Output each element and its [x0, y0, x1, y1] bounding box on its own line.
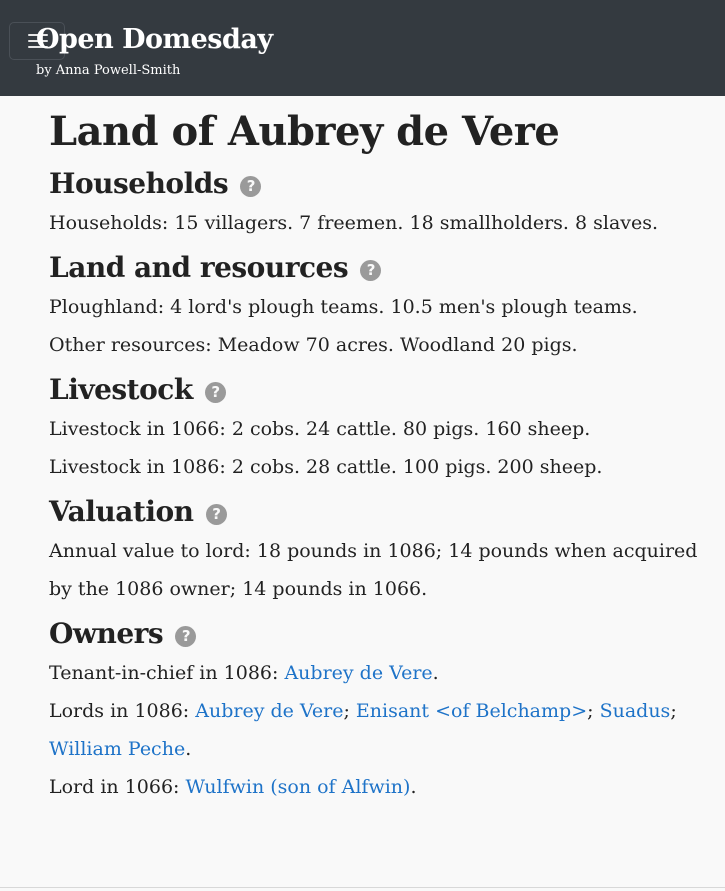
- valuation-text-line1: Annual value to lord: 18 pounds in 1086; 14 pounds when acquired: [49, 540, 698, 562]
- lord-link-william-peche[interactable]: William Peche: [49, 738, 186, 760]
- bottom-divider: [0, 887, 725, 888]
- valuation-heading-text: Valuation: [49, 495, 194, 528]
- lord-link-wulfwin[interactable]: Wulfwin (son of Alfwin): [185, 776, 411, 798]
- households-text: Households: 15 villagers. 7 freemen. 18 smallholders. 8 slaves.: [49, 212, 659, 234]
- households-heading-text: Households: [49, 167, 229, 200]
- lords-1086-label: Lords in 1086:: [49, 700, 196, 722]
- main-content: [49, 96, 709, 806]
- help-icon[interactable]: ?: [175, 626, 196, 647]
- valuation-heading: [49, 492, 709, 532]
- livestock-heading: [49, 370, 709, 410]
- lord-1066-line: Lord in 1066: Wulfwin (son of Alfwin).: [49, 776, 417, 798]
- land-heading-text: Land and resources: [49, 251, 349, 284]
- livestock-section: [49, 370, 709, 486]
- site-brand-link[interactable]: Open Domesday: [36, 24, 273, 55]
- livestock-1086-text: Livestock in 1086: 2 cobs. 28 cattle. 100 pigs. 200 sheep.: [49, 456, 603, 478]
- households-section: [49, 164, 709, 242]
- tenant-link-aubrey-de-vere[interactable]: Aubrey de Vere: [284, 662, 433, 684]
- land-heading: [49, 248, 709, 288]
- lords-1086-line-cont: William Peche.: [49, 738, 192, 760]
- help-icon[interactable]: ?: [240, 176, 261, 197]
- valuation-section: [49, 492, 709, 608]
- valuation-text-line2: by the 1086 owner; 14 pounds in 1066.: [49, 578, 428, 600]
- ploughland-text: Ploughland: 4 lord's plough teams. 10.5 men's plough teams.: [49, 296, 638, 318]
- households-heading: [49, 164, 709, 204]
- page-title: Land of Aubrey de Vere: [49, 108, 560, 155]
- land-section: [49, 248, 709, 364]
- livestock-1066-text: Livestock in 1066: 2 cobs. 24 cattle. 80 pigs. 160 sheep.: [49, 418, 591, 440]
- help-icon[interactable]: ?: [206, 504, 227, 525]
- lord-link-enisant[interactable]: Enisant <of Belchamp>: [355, 700, 588, 722]
- lords-1086-line: Lords in 1086: Aubrey de Vere; Enisant <of Belchamp>; Suadus;: [49, 700, 677, 722]
- help-icon[interactable]: ?: [205, 382, 226, 403]
- tenant-in-chief-line: Tenant-in-chief in 1086: Aubrey de Vere.: [49, 662, 439, 684]
- lord-link-aubrey-de-vere[interactable]: Aubrey de Vere: [195, 700, 344, 722]
- other-resources-text: Other resources: Meadow 70 acres. Woodland 20 pigs.: [49, 334, 578, 356]
- lord-1066-label: Lord in 1066:: [49, 776, 186, 798]
- lord-link-suadus[interactable]: Suadus: [599, 700, 671, 722]
- livestock-heading-text: Livestock: [49, 373, 193, 406]
- owners-heading-text: Owners: [49, 617, 164, 650]
- tenant-in-chief-label: Tenant-in-chief in 1086:: [49, 662, 285, 684]
- site-header: [0, 0, 725, 96]
- owners-heading: [49, 614, 709, 654]
- help-icon[interactable]: ?: [360, 260, 381, 281]
- site-byline: by Anna Powell-Smith: [36, 63, 181, 78]
- owners-section: [49, 614, 709, 806]
